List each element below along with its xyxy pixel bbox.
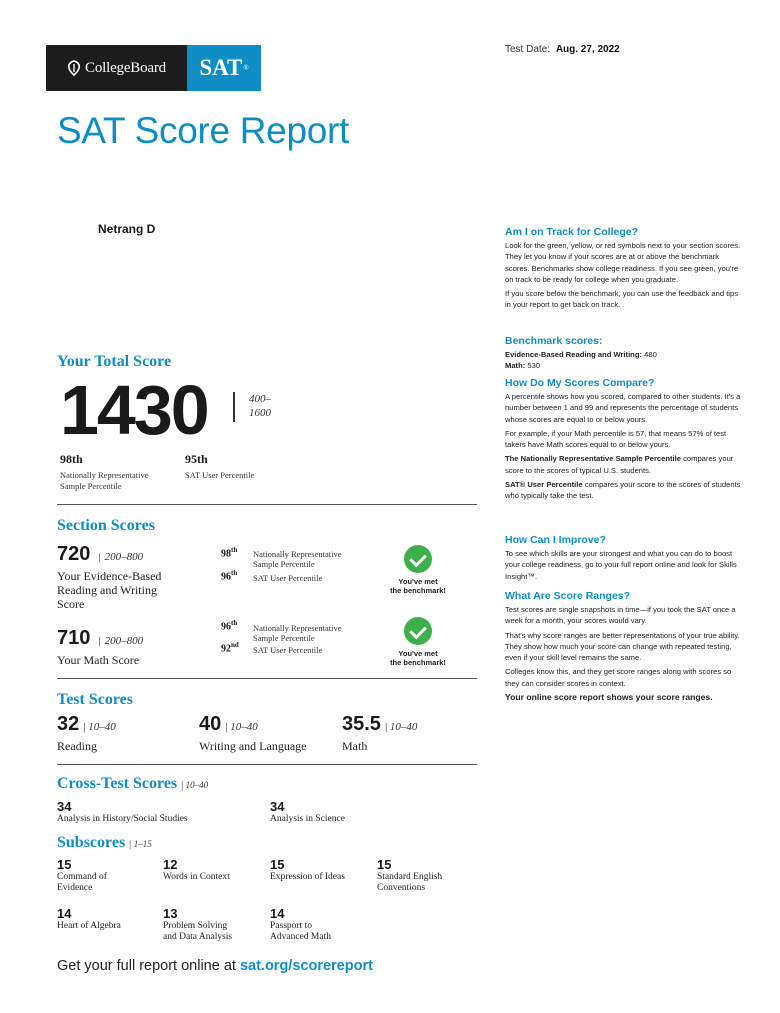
total-user-percentile bbox=[185, 452, 254, 481]
math-test-label: Math bbox=[342, 739, 368, 753]
ebrw-user-pct-value: 96 bbox=[221, 571, 231, 583]
total-score-heading: Your Total Score bbox=[57, 353, 172, 370]
cross-test-heading: Cross-Test Scores bbox=[57, 775, 178, 792]
collegeboard-logo bbox=[46, 45, 187, 91]
cross-test-history bbox=[57, 799, 188, 825]
subscore-value: 13 bbox=[163, 906, 178, 921]
subscore-value: 14 bbox=[57, 906, 72, 921]
math-nat-pct-suffix: th bbox=[231, 619, 238, 627]
test-date-label: Test Date: bbox=[505, 44, 551, 55]
divider bbox=[233, 392, 235, 422]
footer-cta bbox=[57, 958, 373, 974]
cross-history-label: Analysis in History/Social Studies bbox=[57, 814, 188, 824]
math-score-value: 710 bbox=[57, 627, 91, 649]
compare-para3 bbox=[505, 453, 745, 476]
math-benchmark-badge bbox=[378, 617, 458, 667]
test-score-writing: 40 | 10–40 Writing and Language bbox=[199, 713, 307, 753]
math-score-range: 200–800 bbox=[104, 635, 144, 647]
compare-section bbox=[505, 377, 745, 502]
subscore-label-line1: Expression of Ideas bbox=[270, 872, 345, 882]
benchmark-line1: You've met bbox=[398, 577, 438, 586]
cross-science-score: 34 bbox=[270, 799, 285, 814]
math-user-pct-value: 92 bbox=[221, 643, 231, 655]
divider bbox=[57, 764, 477, 765]
math-score: 710 | 200–800 Your Math Score bbox=[57, 627, 144, 667]
nat-label-line1: Nationally Representative bbox=[253, 549, 342, 559]
subscore-value: 12 bbox=[163, 857, 178, 872]
ranges-para1: Test scores are single snapshots in time—if you took the SAT once a week for a month, your scores would vary. bbox=[505, 605, 736, 626]
subscore-label-line1: Words in Context bbox=[163, 872, 230, 882]
on-track-para2: If you score below the benchmark, you can use the feedback and tips in your report to get back on track. bbox=[505, 289, 739, 310]
total-score-range bbox=[249, 392, 271, 420]
subscore-value: 15 bbox=[377, 857, 392, 872]
nat-label-line2: Sample Percentile bbox=[253, 633, 315, 643]
footer-text: Get your full report online at bbox=[57, 958, 240, 974]
ranges-section bbox=[505, 590, 745, 703]
benchmark-math bbox=[505, 360, 745, 371]
ebrw-score-range: 200–800 bbox=[104, 551, 144, 563]
product-name: SAT bbox=[199, 55, 243, 80]
ebrw-nat-pct-suffix: th bbox=[231, 546, 238, 554]
ebrw-score-label bbox=[57, 569, 161, 611]
total-nat-pct: 98 bbox=[60, 452, 72, 466]
subscore-label-line1: Command of bbox=[57, 872, 107, 882]
math-user-pct-suffix: nd bbox=[231, 641, 239, 649]
subscore-label-line2: and Data Analysis bbox=[163, 932, 233, 942]
benchmark-math-label: Math: bbox=[505, 361, 526, 371]
nat-label-line1: Nationally Representative bbox=[60, 470, 149, 480]
test-scores-heading: Test Scores bbox=[57, 691, 133, 708]
ranges-heading: What Are Score Ranges? bbox=[505, 590, 631, 602]
on-track-section bbox=[505, 226, 745, 311]
brand-name: CollegeBoard bbox=[85, 59, 166, 76]
total-user-suffix: th bbox=[197, 452, 208, 466]
checkmark-icon bbox=[404, 617, 432, 645]
compare-para3-bold: The Nationally Representative Sample Percentile bbox=[505, 454, 681, 464]
score-report-link[interactable]: sat.org/scorereport bbox=[239, 958, 373, 974]
math-user-pct bbox=[221, 641, 239, 654]
subscores-header: Subscores | 1–15 bbox=[57, 834, 152, 851]
nat-label-line2: Sample Percentile bbox=[253, 559, 315, 569]
ebrw-score: 720 | 200–800 Your Evidence-Based Reading and Writing Score bbox=[57, 543, 162, 611]
math-user-label: SAT User Percentile bbox=[253, 645, 323, 655]
ebrw-label-line3: Score bbox=[57, 597, 85, 611]
total-nat-percentile bbox=[60, 452, 149, 492]
test-score-math: 35.5 | 10–40 Math bbox=[342, 713, 418, 753]
cross-science-label: Analysis in Science bbox=[270, 814, 345, 824]
subscore-value: 14 bbox=[270, 906, 285, 921]
subscores-heading: Subscores bbox=[57, 834, 126, 851]
compare-para1: A percentile shows how you scored, compared to other students. It's a number between 1 and 99 and represents the percentage of students whose scores are equal to or below yours. bbox=[505, 392, 741, 424]
subscore-label-line2: Evidence bbox=[57, 883, 93, 893]
subscore-value: 15 bbox=[57, 857, 72, 872]
test-date-value: Aug. 27, 2022 bbox=[555, 44, 620, 55]
ebrw-user-pct bbox=[221, 569, 237, 582]
ebrw-user-label: SAT User Percentile bbox=[253, 573, 323, 583]
subscore-value: 15 bbox=[270, 857, 285, 872]
subscore-label-line2: Advanced Math bbox=[270, 932, 331, 942]
on-track-heading: Am I on Track for College? bbox=[505, 226, 639, 238]
benchmark-ebrw-label: Evidence-Based Reading and Writing: bbox=[505, 350, 642, 359]
subscore-item bbox=[270, 857, 345, 883]
cross-test-range: 10–40 bbox=[185, 780, 209, 790]
subscore-item bbox=[57, 906, 121, 932]
math-nat-pct bbox=[221, 619, 237, 632]
benchmark-ebrw bbox=[505, 349, 745, 360]
compare-para4-text: compares your score to the scores of students who typically take the test. bbox=[505, 480, 741, 501]
ebrw-nat-pct bbox=[221, 546, 237, 559]
math-score-label: Your Math Score bbox=[57, 653, 140, 667]
benchmark-line2: the benchmark! bbox=[390, 586, 446, 595]
benchmark-line1: You've met bbox=[398, 649, 438, 658]
subscore-label-line1: Standard English bbox=[377, 872, 443, 882]
total-nat-label bbox=[60, 470, 149, 492]
benchmark-section bbox=[505, 335, 745, 372]
section-scores-heading: Section Scores bbox=[57, 517, 155, 534]
nat-label-line1: Nationally Representative bbox=[253, 623, 342, 633]
ranges-para3: Colleges know this, and they get score ranges along with scores so they can consider scores in context. bbox=[505, 667, 732, 688]
benchmark-line2: the benchmark! bbox=[390, 658, 446, 667]
compare-para3-text: compares your score to the scores of typical U.S. students. bbox=[505, 454, 734, 475]
compare-para4 bbox=[505, 479, 745, 502]
test-date bbox=[505, 44, 620, 55]
subscore-label-line1: Passport to bbox=[270, 921, 312, 931]
ebrw-label-line2: Reading and Writing bbox=[57, 583, 157, 597]
cross-history-score: 34 bbox=[57, 799, 72, 814]
improve-heading: How Can I Improve? bbox=[505, 534, 606, 546]
subscore-item bbox=[270, 906, 331, 943]
subscores-range: 1–15 bbox=[133, 839, 152, 849]
range-bottom: 1600 bbox=[249, 407, 271, 419]
subscore-item bbox=[163, 857, 230, 883]
benchmark-text bbox=[378, 649, 458, 667]
subscore-item bbox=[57, 857, 107, 894]
student-name: Netrang D bbox=[98, 222, 156, 236]
total-score-value: 1430 bbox=[60, 371, 208, 449]
improve-section bbox=[505, 534, 745, 582]
writing-label: Writing and Language bbox=[199, 739, 307, 753]
subscore-label-line1: Heart of Algebra bbox=[57, 921, 121, 931]
range-top: 400– bbox=[249, 393, 271, 405]
checkmark-icon bbox=[404, 545, 432, 573]
ebrw-nat-label bbox=[253, 549, 342, 569]
ebrw-label-line1: Your Evidence-Based bbox=[57, 569, 162, 583]
reading-label: Reading bbox=[57, 739, 97, 753]
total-user-label: SAT User Percentile bbox=[185, 470, 255, 480]
subscore-label-line2: Conventions bbox=[377, 883, 426, 893]
divider bbox=[57, 678, 477, 679]
math-test-score-value: 35.5 bbox=[342, 713, 381, 735]
writing-score-value: 40 bbox=[199, 713, 222, 735]
ebrw-nat-pct-value: 98 bbox=[221, 548, 231, 560]
reading-score-range: 10–40 bbox=[88, 721, 116, 733]
page-title: SAT Score Report bbox=[57, 110, 350, 151]
ebrw-benchmark-badge bbox=[378, 545, 458, 595]
writing-score-range: 10–40 bbox=[230, 721, 258, 733]
compare-para2: For example, if your Math percentile is 57, that means 57% of test takers have Math scores equal to or below yours. bbox=[505, 428, 727, 450]
compare-heading: How Do My Scores Compare? bbox=[505, 377, 655, 389]
subscore-item bbox=[163, 906, 232, 943]
ranges-para2: That's why score ranges are better representations of your true ability. They show how much your score can change with repeated testing, even if your skill level remains the same. bbox=[505, 630, 740, 663]
benchmark-ebrw-value: 480 bbox=[644, 350, 657, 359]
on-track-para1: Look for the green, yellow, or red symbols next to your section scores. They let you know if your scores are at or above the benchmark scores. Benchmarks show college readiness. If you see green, you're on track to be ready for college when you graduate. bbox=[505, 241, 741, 284]
benchmark-text bbox=[378, 577, 458, 595]
subscore-item bbox=[377, 857, 442, 894]
math-test-score-range: 10–40 bbox=[389, 721, 418, 733]
cross-test-science bbox=[270, 799, 345, 825]
subscore-label-line1: Problem Solving bbox=[163, 921, 228, 931]
cross-test-header: Cross-Test Scores | 10–40 bbox=[57, 775, 209, 792]
divider bbox=[57, 504, 477, 505]
reading-score-value: 32 bbox=[57, 713, 80, 735]
compare-para4-bold: SAT® User Percentile bbox=[505, 480, 583, 490]
total-user-pct: 95 bbox=[185, 452, 197, 466]
total-nat-suffix: th bbox=[72, 452, 83, 466]
test-score-reading: 32 | 10–40 Reading bbox=[57, 713, 116, 753]
ranges-para4: Your online score report shows your score ranges. bbox=[505, 692, 713, 703]
ebrw-score-value: 720 bbox=[57, 543, 91, 565]
math-nat-label bbox=[253, 623, 342, 643]
improve-para: To see which skills are your strongest and what you can do to boost your college readiness, go to your full report online and look for Skills Insight™. bbox=[505, 549, 737, 581]
math-nat-pct-value: 96 bbox=[221, 621, 231, 633]
nat-label-line2: Sample Percentile bbox=[60, 481, 122, 491]
benchmark-math-value: 530 bbox=[527, 361, 541, 371]
ebrw-user-pct-suffix: th bbox=[231, 569, 238, 577]
acorn-icon bbox=[67, 60, 81, 76]
benchmark-heading: Benchmark scores: bbox=[505, 335, 603, 347]
sat-logo: SAT ® bbox=[187, 45, 261, 91]
